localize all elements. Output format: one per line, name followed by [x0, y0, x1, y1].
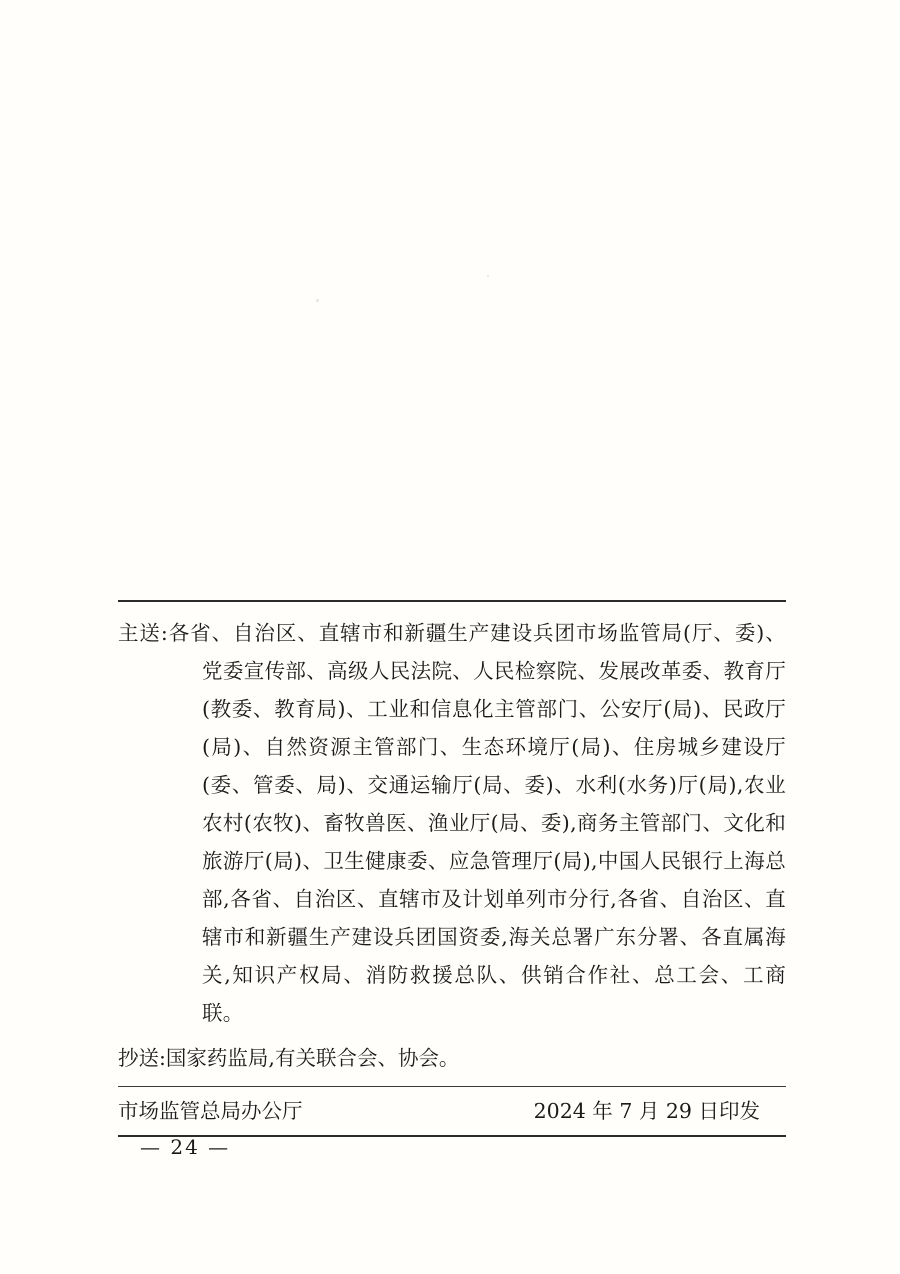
page-number: — 24 — [140, 1135, 231, 1159]
main-distribution-text: 各省、自治区、直辖市和新疆生产建设兵团市场监管局(厅、委)、党委宣传部、高级人民法院、人民检察院、发展改革委、教育厅(教委、教育局)、工业和信息化主管部门、公安厅(局)、民政厅(局)、自然资源主管部门、生态环境厅(局)、住房城乡建设厅(委、管委、局)、交通运输厅(局、委)、水利(水务)厅(局),农业农村(农牧)、畜牧兽医、渔业厅(局、委),商务主管部门、文化和旅游厅(局)、卫生健康委、应急管理厅(局),中国人民银行上海总部,各省、自治区、直辖市及计划单列市分行,各省、自治区、直辖市和新疆生产建设兵团国资委,海关总署广东分署、各直属海关,知识产权局、消防救援总队、供销合作社、总工会、工商联。 [168, 621, 786, 1025]
cc-distribution-paragraph [118, 1034, 786, 1086]
scan-speck [487, 275, 489, 277]
issue-date: 2024 年 7 月 29 日印发 [533, 1099, 760, 1123]
cc-distribution-label: 抄送: [118, 1046, 166, 1070]
distribution-block [118, 600, 786, 1137]
scan-speck [316, 299, 319, 302]
issuing-office: 市场监管总局办公厅 [118, 1099, 303, 1123]
main-distribution-label: 主送: [118, 621, 169, 645]
main-distribution-paragraph [118, 602, 786, 1034]
cc-distribution-text: 国家药监局,有关联合会、协会。 [165, 1046, 460, 1070]
document-footer [118, 1087, 786, 1135]
